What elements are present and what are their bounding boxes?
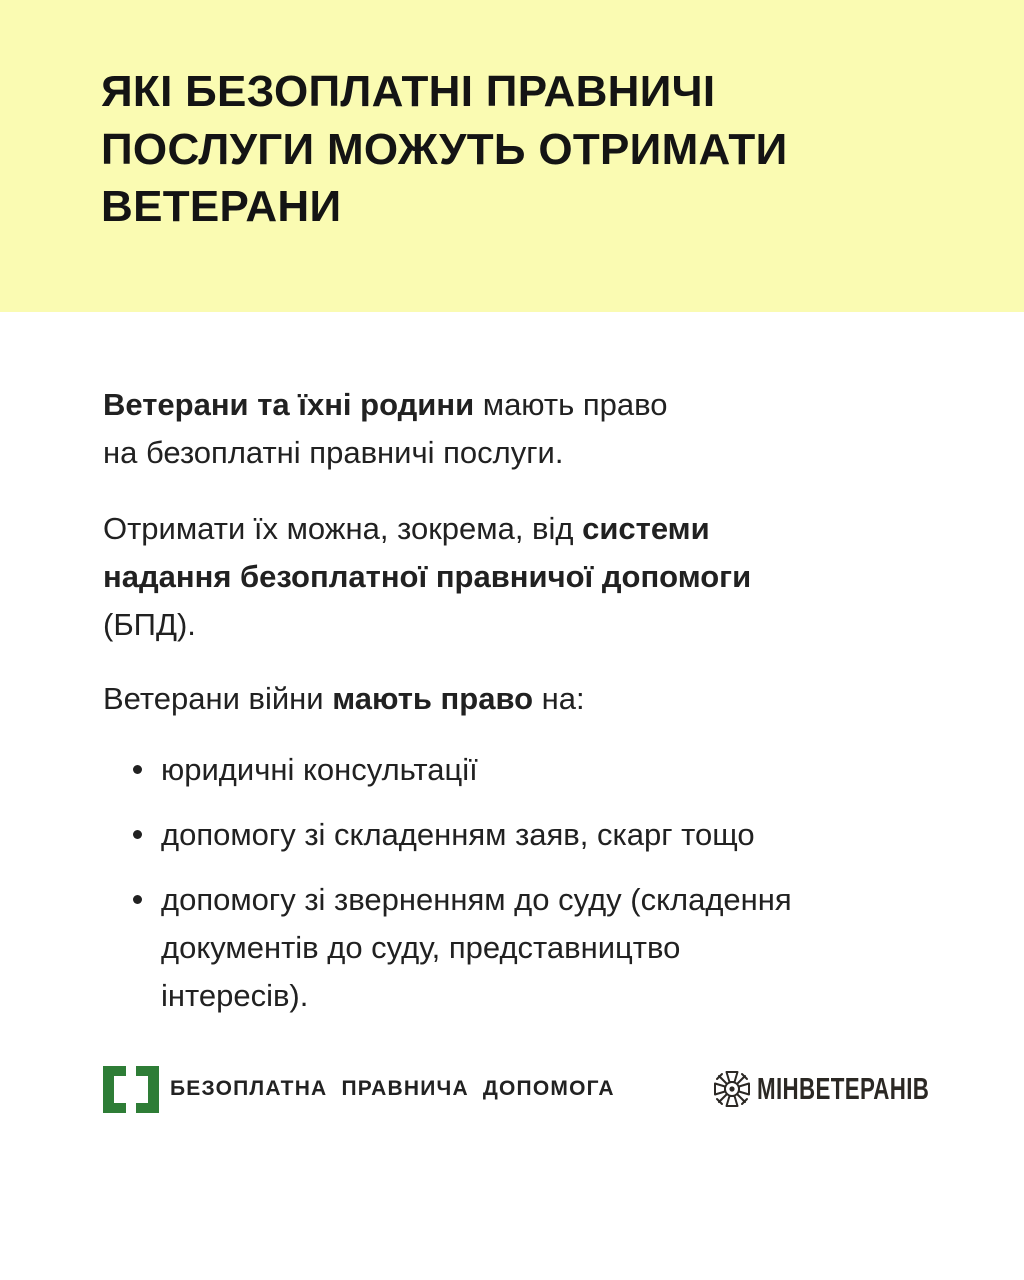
bpd-logo-label: БЕЗОПЛАТНА ПРАВНИЧА ДОПОМОГА bbox=[170, 1077, 615, 1100]
green-square-brackets-icon bbox=[103, 1066, 159, 1113]
list-item-line: інтересів). bbox=[161, 978, 309, 1013]
minveterans-label-wrap bbox=[757, 1071, 930, 1107]
list-item-line: документів до суду, представництво bbox=[161, 930, 681, 965]
paragraph-rights-intro bbox=[103, 675, 585, 723]
title-line: ЯКІ БЕЗОПЛАТНІ ПРАВНИЧІ bbox=[101, 67, 716, 116]
paragraph-veterans-families bbox=[103, 381, 667, 477]
paragraph-line: Ветерани війни мають право на: bbox=[103, 681, 585, 716]
paragraph-line: Ветерани та їхні родини мають право bbox=[103, 387, 668, 422]
paragraph-line: Отримати їх можна, зокрема, від системи bbox=[103, 511, 710, 546]
bullet-dot bbox=[133, 765, 142, 774]
minveterans-logo bbox=[713, 1070, 930, 1108]
title-line: ВЕТЕРАНИ bbox=[101, 182, 342, 231]
veterans-cross-emblem-icon bbox=[713, 1070, 751, 1108]
title-line: ПОСЛУГИ МОЖУТЬ ОТРИМАТИ bbox=[101, 124, 788, 174]
paragraph-line: надання безоплатної правничої допомоги bbox=[103, 559, 752, 594]
paragraph-bpd-system bbox=[103, 505, 751, 649]
page-title bbox=[101, 63, 788, 236]
bullet-dot bbox=[133, 895, 142, 904]
list-item-line: допомогу зі складенням заяв, скарг тощо bbox=[161, 817, 755, 852]
minveterans-logo-label: МІНВЕТЕРАНІВ bbox=[757, 1071, 930, 1106]
bpd-logo bbox=[103, 1066, 615, 1113]
list-item bbox=[103, 746, 792, 794]
list-item-line: юридичні консультації bbox=[161, 752, 478, 787]
header-band bbox=[0, 0, 1024, 312]
rights-list bbox=[103, 746, 792, 1037]
list-item bbox=[103, 876, 792, 1020]
paragraph-line: на безоплатні правничі послуги. bbox=[103, 435, 564, 470]
paragraph-line: (БПД). bbox=[103, 607, 196, 642]
bullet-dot bbox=[133, 830, 142, 839]
list-item bbox=[103, 811, 792, 859]
list-item-line: допомогу зі зверненням до суду (складення bbox=[161, 882, 792, 917]
footer bbox=[103, 1060, 930, 1118]
